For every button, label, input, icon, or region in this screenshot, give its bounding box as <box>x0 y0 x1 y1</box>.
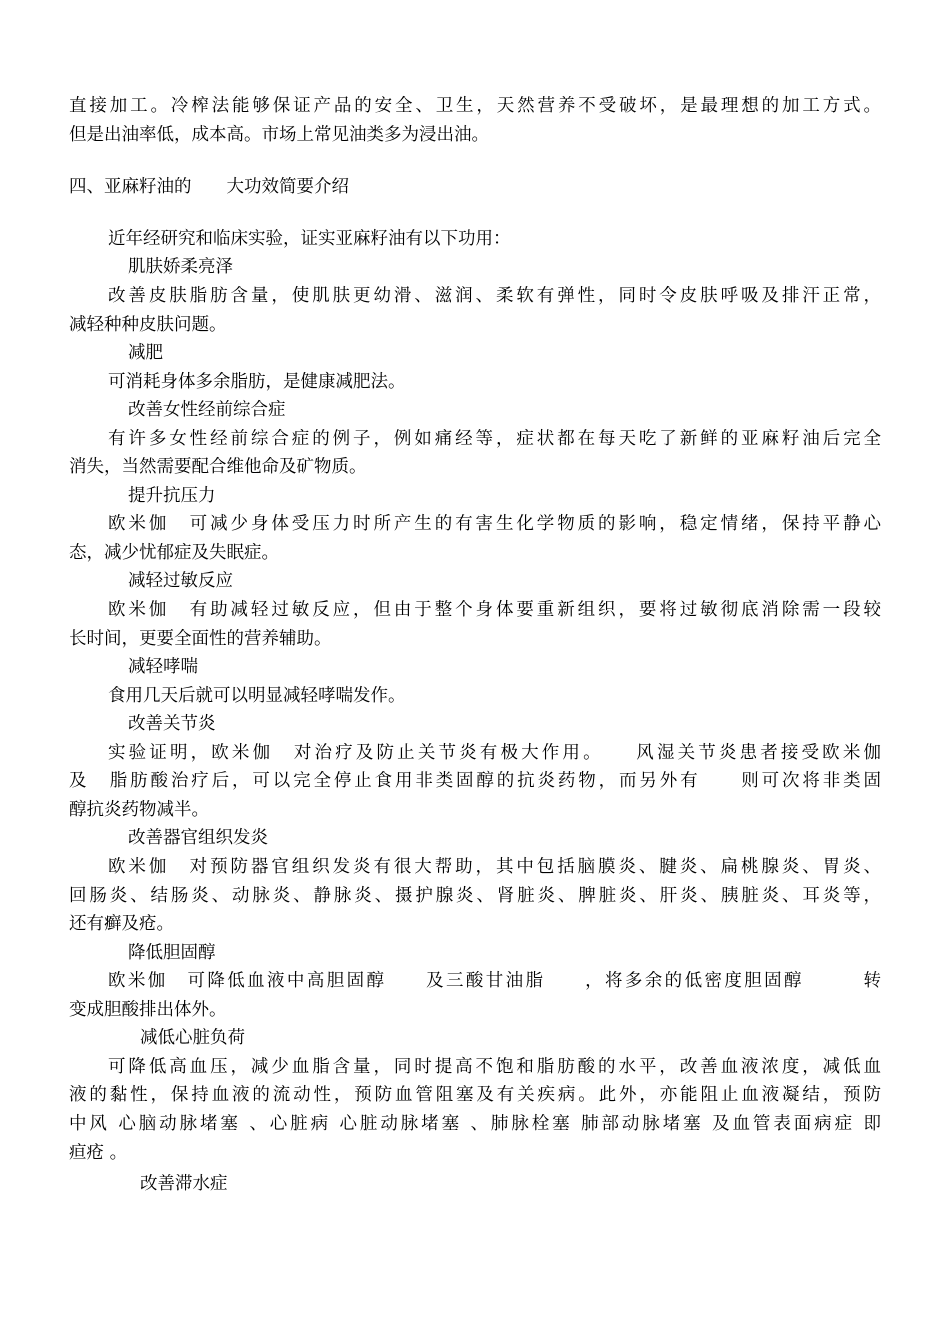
item-text: 变成胆酸排出体外。 <box>69 1000 227 1020</box>
item-title: 提升抗压力 <box>128 486 216 506</box>
item-text: 醇抗炎药物减半。 <box>69 800 209 820</box>
intro-line-1: 直接加工。冷榨法能够保证产品的安全、卫生，天然营养不受破坏，是最理想的加工方式。 <box>69 96 881 116</box>
item-title: 降低胆固醇 <box>128 943 216 963</box>
item-text: 及 脂肪酸治疗后，可以完全停止食用非类固醇的抗炎药物，而另外有 则可次将非类固 <box>69 771 881 791</box>
item-title: 改善滞水症 <box>140 1174 228 1194</box>
item-title: 改善器官组织发炎 <box>128 828 268 848</box>
item-text: 减轻种种皮肤问题。 <box>69 315 227 335</box>
item-title: 改善关节炎 <box>128 714 216 734</box>
item-text: 欧米伽 可减少身体受压力时所产生的有害生化学物质的影响，稳定情绪，保持平静心 <box>108 514 881 534</box>
item-text: 欧米伽 对预防器官组织发炎有很大帮助，其中包括脑膜炎、腱炎、扁桃腺炎、胃炎、 <box>108 857 881 877</box>
item-title: 肌肤娇柔亮泽 <box>128 257 233 277</box>
intro-line-2: 但是出油率低，成本高。市场上常见油类多为浸出油。 <box>69 125 489 145</box>
item-text: 中风 心脑动脉堵塞 、心脏病 心脏动脉堵塞 、肺脉栓塞 肺部动脉堵塞 及血管表面病症 即 <box>69 1114 881 1134</box>
item-title: 减轻过敏反应 <box>128 571 233 591</box>
item-text: 还有癣及疮。 <box>69 914 174 934</box>
item-text: 欧米伽 可降低血液中高胆固醇 及三酸甘油脂 ，将多余的低密度胆固醇 转 <box>108 971 881 991</box>
item-text: 态，减少忧郁症及失眠症。 <box>69 543 279 563</box>
item-text: 消失，当然需要配合维他命及矿物质。 <box>69 457 367 477</box>
section-lead: 近年经研究和临床实验，证实亚麻籽油有以下功用： <box>108 229 511 249</box>
item-text: 液的黏性，保持血液的流动性，预防血管阻塞及有关疾病。此外，亦能阻止血液凝结，预防 <box>69 1085 881 1105</box>
item-text: 可降低高血压，减少血脂含量，同时提高不饱和脂肪酸的水平，改善血液浓度，减低血 <box>108 1057 881 1077</box>
item-text: 欧米伽 有助减轻过敏反应，但由于整个身体要重新组织，要将过敏彻底消除需一段较 <box>108 600 881 620</box>
section-heading: 四、亚麻籽油的 大功效简要介绍 <box>69 177 349 197</box>
item-text: 疸疮 。 <box>69 1143 128 1163</box>
item-title: 改善女性经前综合症 <box>128 400 286 420</box>
item-text: 回肠炎、结肠炎、动脉炎、静脉炎、摄护腺炎、肾脏炎、脾脏炎、肝炎、胰脏炎、耳炎等， <box>69 886 881 906</box>
item-text: 食用几天后就可以明显减轻哮喘发作。 <box>108 686 406 706</box>
item-text: 实验证明，欧米伽 对治疗及防止关节炎有极大作用。 风湿关节炎患者接受欧米伽 <box>108 743 881 763</box>
item-text: 改善皮肤脂肪含量，使肌肤更幼滑、滋润、柔软有弹性，同时令皮肤呼吸及排汗正常， <box>108 286 881 306</box>
item-text: 有许多女性经前综合症的例子，例如痛经等，症状都在每天吃了新鲜的亚麻籽油后完全 <box>108 429 881 449</box>
item-title: 减轻哮喘 <box>128 657 198 677</box>
item-text: 长时间，更要全面性的营养辅助。 <box>69 629 332 649</box>
item-title: 减低心脏负荷 <box>140 1028 245 1048</box>
item-title: 减肥 <box>128 343 163 363</box>
item-text: 可消耗身体多余脂肪，是健康减肥法。 <box>108 372 406 392</box>
